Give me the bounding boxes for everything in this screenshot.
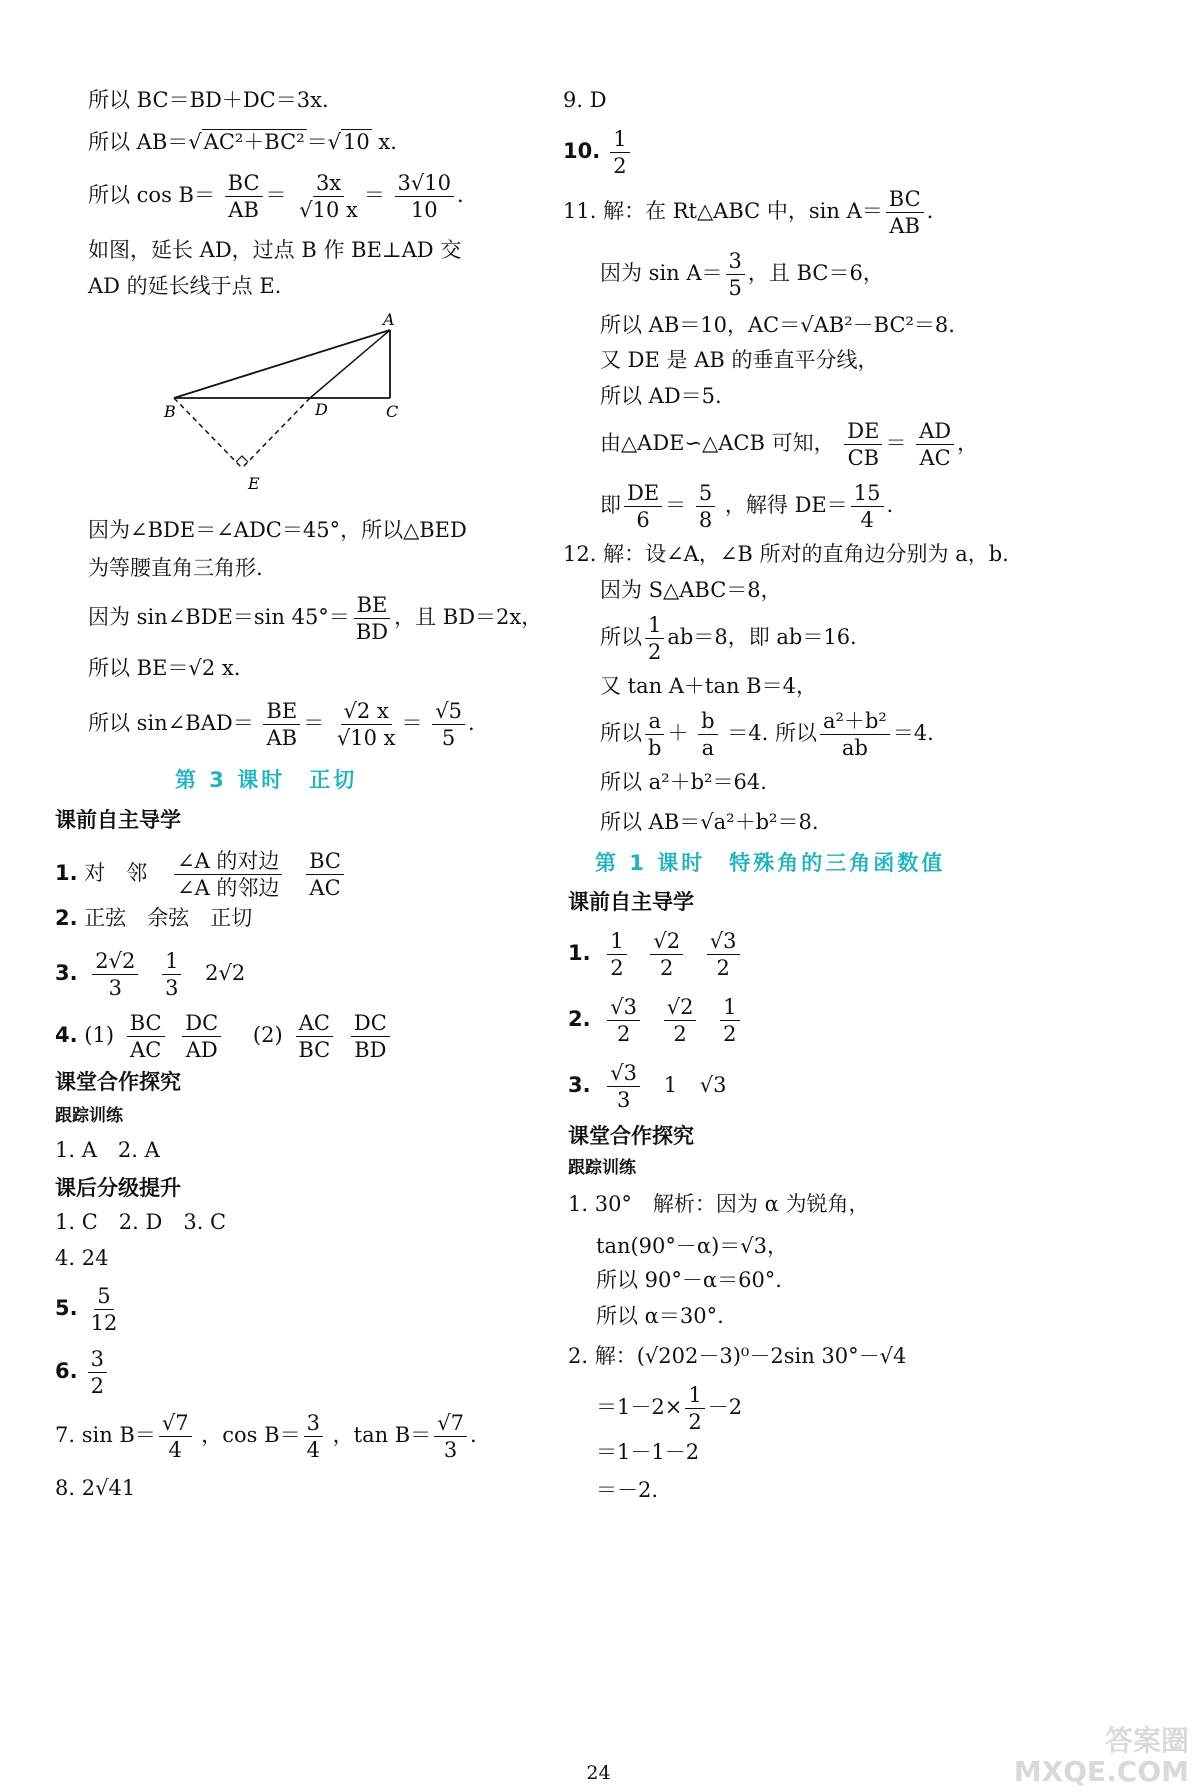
answer-line: 9. D (563, 88, 607, 112)
answer-line: 3. $\frac{√3}{3}$ 1 √3 (568, 1061, 727, 1113)
text-line: 因为 S△ABC＝8， (600, 578, 782, 602)
subheading: 跟踪训练 (568, 1158, 636, 1178)
heading: 课前自主导学 (568, 890, 694, 914)
label-b: B (164, 402, 176, 421)
answer-line: 8. 2√41 (55, 1476, 136, 1500)
text-line: ＝1－1－2 (596, 1440, 700, 1464)
answer-line: 4. 24 (55, 1246, 109, 1270)
text-line: 所以 BC＝BD＋DC＝3x. (88, 88, 329, 112)
label-d: D (315, 400, 328, 419)
answer-line: 2. $\frac{√3}{2}$ $\frac{√2}{2}$ $\frac{1}{2}$ (568, 996, 743, 1045)
answer-line: 10. $\frac{1}{2}$ (563, 128, 633, 177)
answer-line: 1. A 2. A (55, 1138, 160, 1162)
section-title: 第 1 课时 特殊角的三角函数值 (595, 851, 946, 875)
text-line: 为等腰直角三角形. (88, 556, 263, 580)
heading: 课堂合作探究 (55, 1070, 181, 1094)
formula-line: 7. sin B＝ $\frac{√7}{4}$ ，cos B＝ $\frac{3}{4}$ ，tan B＝ $\frac{√7}{3}$ . (55, 1411, 477, 1463)
text-line: 所以 a²＋b²＝64. (600, 770, 767, 794)
page-number: 24 (586, 1762, 611, 1784)
text-line: 又 tan A＋tan B＝4， (600, 674, 817, 698)
text-line: 所以 α＝30°. (596, 1304, 724, 1328)
text-line: 1. 30° 解析：因为 α 为锐角， (568, 1192, 870, 1216)
formula-line: 所以 cos B＝ $\frac{BC}{AB}$ ＝ $\frac{3x}{√10 x}$ ＝ $\frac{3√10}{10}$ . (88, 171, 464, 223)
formula-line: 所以 sin∠BAD＝ $\frac{BE}{AB}$ ＝ $\frac{√2 x}{√10 x}$ ＝ $\frac{√5}{5}$ . (88, 699, 475, 751)
answer-line: 1. $\frac{1}{2}$ $\frac{√2}{2}$ $\frac{√3}{2}$ (568, 930, 743, 979)
formula-line: 由△ADE∽△ACB 可知， $\frac{DE}{CB}$ ＝ $\frac{AD}{AC}$ ， (600, 419, 979, 471)
formula-line: 所以 $\frac{a}{b}$ ＋ $\frac{b}{a}$ ＝4. 所以 $\frac{\text{a²＋b²}}{ab}$ ＝4. (600, 709, 934, 761)
watermark: 答案圈 MXQE.COM (1013, 1724, 1189, 1789)
text-line: 所以 BE＝√2 x. (88, 656, 241, 680)
answer-line: 1. C 2. D 3. C (55, 1210, 227, 1234)
formula-line: 即 $\frac{DE}{6}$ ＝ $\frac{5}{8}$ ，解得 DE＝ $\frac{15}{4}$ . (600, 481, 894, 533)
answer-line: 5. $\frac{5}{12}$ (55, 1284, 118, 1336)
formula-line: 所以 $\frac{1}{2}$ ab＝8，即 ab＝16. (600, 613, 857, 665)
heading: 课堂合作探究 (568, 1124, 694, 1148)
formula-line: 11. 解：在 Rt△ABC 中，sin A＝ $\frac{BC}{AB}$ . (563, 187, 934, 239)
formula-line: 因为 sin∠BDE＝sin 45°＝ $\frac{BE}{BD}$ ，且 BD＝2x， (88, 593, 543, 645)
text-line: 所以 AB＝√a²＋b²＝8. (600, 810, 819, 834)
label-e: E (248, 474, 260, 493)
heading: 课前自主导学 (55, 808, 181, 832)
section-title: 第 3 课时 正切 (175, 768, 358, 792)
answer-line: 2. 正弦 余弦 正切 (55, 906, 253, 930)
triangle-figure (160, 305, 420, 495)
heading: 课后分级提升 (55, 1176, 181, 1200)
formula-line: ＝1－2× $\frac{1}{2}$ －2 (596, 1383, 743, 1435)
formula-line: 因为 sin A＝ $\frac{3}{5}$ ，且 BC＝6， (600, 249, 884, 301)
label-c: C (386, 402, 399, 421)
text-line: 因为∠BDE＝∠ADC＝45°，所以△BED (88, 518, 467, 542)
answer-line: 3. $\frac{2√2}{3}$ $\frac{1}{3}$ 2√2 (55, 949, 246, 1001)
text-line: 所以 AD＝5. (600, 384, 722, 408)
answer-line: 6. $\frac{3}{2}$ (55, 1348, 110, 1397)
text-line: tan(90°－α)＝√3， (596, 1234, 789, 1258)
text-line: 又 DE 是 AB 的垂直平分线， (600, 348, 879, 372)
text-line: 2. 解：(√202－3)⁰－2sin 30°－√4 (568, 1344, 907, 1368)
text-line: ＝－2. (596, 1478, 659, 1502)
label-a: A (383, 310, 395, 329)
text-line: 如图，延长 AD，过点 B 作 BE⊥AD 交 (88, 238, 462, 262)
text-line: 所以 AB＝10，AC＝√AB²－BC²＝8. (600, 313, 955, 337)
subheading: 跟踪训练 (55, 1106, 123, 1126)
text-line: 所以 AB＝√AC²＋BC²＝√10 x. (88, 130, 397, 154)
answer-line: 4. (1) $\frac{BC}{AC}$ $\frac{DC}{AD}$ (2) $\frac{AC}{BC}$ $\frac{DC}{BD}$ (55, 1012, 393, 1061)
text-line: AD 的延长线于点 E. (88, 274, 282, 298)
text-line: 所以 90°－α＝60°. (596, 1268, 782, 1292)
answer-line: 1. 对 邻 $\frac{\text{∠A 的对边}}{\text{∠A 的邻边}}$ $\frac{BC}{AC}$ (55, 850, 347, 899)
text-line: 12. 解：设∠A，∠B 所对的直角边分别为 a，b. (563, 542, 1009, 566)
